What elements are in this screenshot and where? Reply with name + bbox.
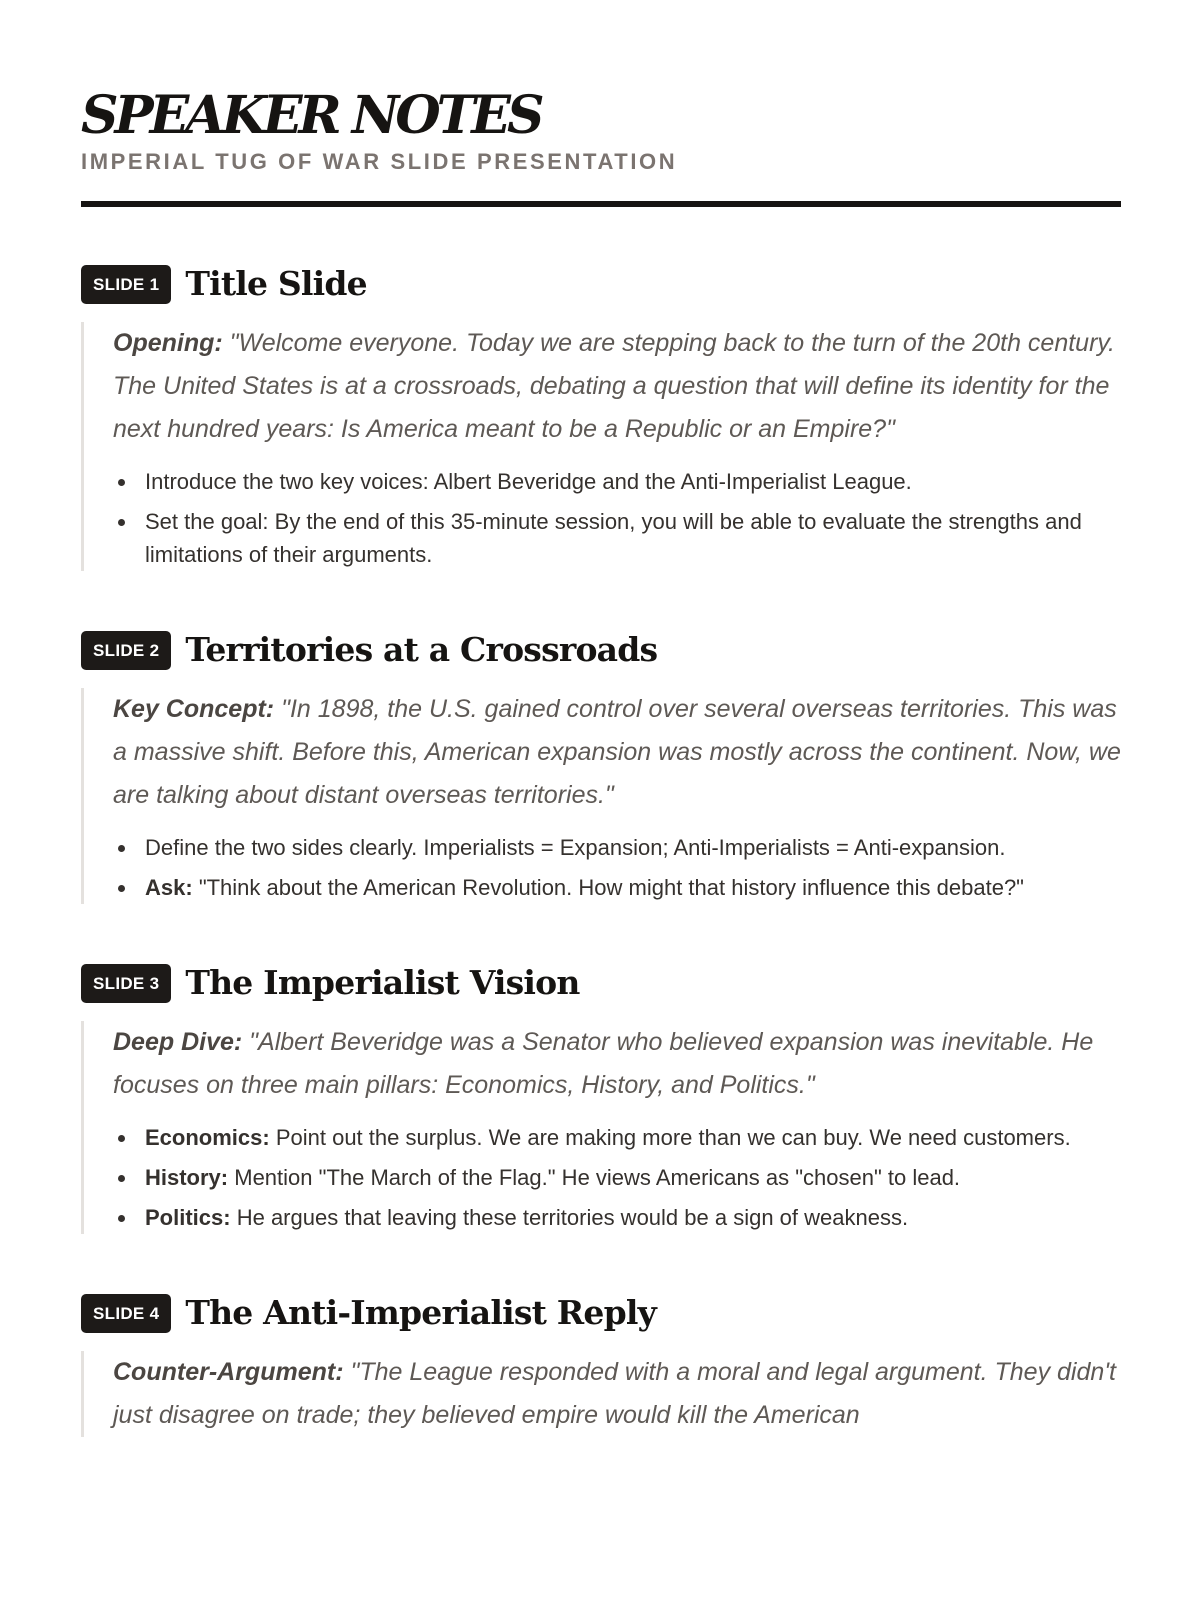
- list-item: [113, 1121, 1121, 1154]
- lead-quote: [113, 1021, 1121, 1107]
- speaker-notes-page: [81, 0, 1121, 1437]
- slide-badge: SLIDE 4: [81, 1294, 171, 1333]
- list-item-label: Economics:: [145, 1125, 270, 1150]
- list-item: [113, 505, 1121, 571]
- list-item: [113, 465, 1121, 498]
- slide-notes-body: [81, 1351, 1121, 1437]
- slide-notes-body: [81, 688, 1121, 904]
- slide-header: [81, 1292, 1121, 1334]
- slide-notes-1: [81, 263, 1121, 571]
- list-item-text: Define the two sides clearly. Imperialists = Expansion; Anti-Imperialists = Anti-expansion.: [145, 835, 1006, 860]
- list-item-label: Politics:: [145, 1205, 231, 1230]
- lead-quote: [113, 688, 1121, 817]
- slide-header: [81, 263, 1121, 305]
- lead-text: "The League responded with a moral and legal argument. They didn't just disagree on trade; they believed empire would kill the American: [113, 1358, 1116, 1429]
- slide-badge: SLIDE 3: [81, 964, 171, 1003]
- list-item-text: Set the goal: By the end of this 35-minute session, you will be able to evaluate the strengths and limitations of their arguments.: [145, 509, 1082, 567]
- lead-text: "Welcome everyone. Today we are stepping back to the turn of the 20th century. The United States is at a crossroads, debating a question that will define its identity for the next hundred years: Is America meant to be a Republic or an Empire?": [113, 329, 1115, 443]
- slide-title: Territories at a Crossroads: [185, 630, 658, 669]
- list-item-label: History:: [145, 1165, 229, 1190]
- slide-notes-4: [81, 1292, 1121, 1437]
- slide-badge: SLIDE 1: [81, 265, 171, 304]
- list-item-text: Mention "The March of the Flag." He views Americans as "chosen" to lead.: [234, 1165, 961, 1190]
- list-item: [113, 831, 1121, 864]
- lead-text: "Albert Beveridge was a Senator who believed expansion was inevitable. He focuses on three main pillars: Economics, History, and Politics.": [113, 1028, 1094, 1099]
- slide-title: The Anti-Imperialist Reply: [185, 1293, 656, 1332]
- lead-label: Deep Dive:: [113, 1028, 243, 1056]
- slide-header: [81, 629, 1121, 671]
- talking-points: [113, 831, 1121, 904]
- list-item-text: "Think about the American Revolution. How might that history influence this debate?": [198, 875, 1024, 900]
- slide-title: Title Slide: [185, 264, 367, 303]
- slide-notes-body: [81, 322, 1121, 571]
- slide-notes-3: [81, 962, 1121, 1234]
- lead-text: "In 1898, the U.S. gained control over several overseas territories. This was a massive shift. Before this, American expansion was mostly across the continent. Now, we are talking about distant overseas territories.": [113, 695, 1121, 809]
- list-item: [113, 1201, 1121, 1234]
- lead-label: Key Concept:: [113, 695, 275, 723]
- page-title: SPEAKER NOTES: [81, 85, 541, 146]
- page-subtitle: IMPERIAL TUG OF WAR SLIDE PRESENTATION: [81, 149, 678, 174]
- lead-label: Opening:: [113, 329, 223, 357]
- header-divider: [81, 201, 1121, 207]
- slide-badge: SLIDE 2: [81, 631, 171, 670]
- slide-title: The Imperialist Vision: [185, 963, 580, 1002]
- list-item-text: He argues that leaving these territories would be a sign of weakness.: [236, 1205, 909, 1230]
- talking-points: [113, 1121, 1121, 1234]
- list-item-text: Point out the surplus. We are making more than we can buy. We need customers.: [275, 1125, 1071, 1150]
- list-item-text: Introduce the two key voices: Albert Beveridge and the Anti-Imperialist League.: [145, 469, 912, 494]
- slide-notes-body: [81, 1021, 1121, 1234]
- list-item: [113, 871, 1121, 904]
- slide-notes-2: [81, 629, 1121, 904]
- lead-quote: [113, 1351, 1121, 1437]
- list-item-label: Ask:: [145, 875, 193, 900]
- list-item: [113, 1161, 1121, 1194]
- talking-points: [113, 465, 1121, 571]
- lead-label: Counter-Argument:: [113, 1358, 344, 1386]
- slide-header: [81, 962, 1121, 1004]
- lead-quote: [113, 322, 1121, 451]
